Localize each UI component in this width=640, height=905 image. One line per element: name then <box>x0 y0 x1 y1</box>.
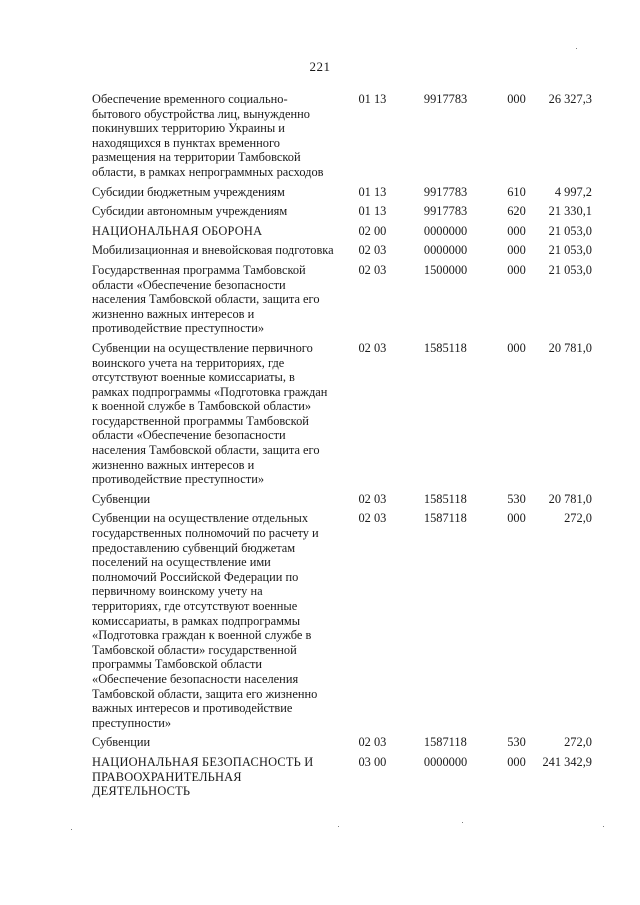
row-name: НАЦИОНАЛЬНАЯ ОБОРОНА <box>92 223 263 238</box>
row-amount: 20 781,0 <box>548 340 592 355</box>
row-amount: 21 330,1 <box>548 204 592 219</box>
table-row <box>92 263 592 341</box>
row-target-code: 1585118 <box>423 491 467 506</box>
row-section-code: 02 03 <box>358 491 387 506</box>
row-amount: 272,0 <box>564 735 592 750</box>
row-amount: 21 053,0 <box>548 223 592 238</box>
table-row <box>92 243 592 263</box>
row-amount: 241 342,9 <box>542 754 592 769</box>
row-name: Субвенции <box>92 735 151 750</box>
row-amount: 21 053,0 <box>548 262 592 277</box>
row-expense-code: 000 <box>507 754 526 769</box>
row-target-code: 0000000 <box>423 223 468 238</box>
row-target-code: 9917783 <box>423 204 468 219</box>
row-name: Обеспечение временного социально-бытового обустройства лиц, вынужденно покинувших территорию Украины и находящихся в пунктах временного размещения на территории Тамбовской области, в рамках непрограммных расходов <box>92 92 324 179</box>
row-section-code: 01 13 <box>358 204 387 219</box>
row-section-code: 02 03 <box>358 340 387 355</box>
scan-speck <box>462 822 463 823</box>
row-target-code: 1585118 <box>423 340 467 355</box>
row-name: Мобилизационная и вневойсковая подготовка <box>92 243 334 258</box>
table-row <box>92 92 592 185</box>
row-section-code: 02 03 <box>358 262 387 277</box>
row-name: Субсидии автономным учреждениям <box>92 204 288 219</box>
row-target-code: 1587118 <box>423 735 467 750</box>
budget-table <box>92 92 592 804</box>
table-row <box>92 735 592 755</box>
row-section-code: 02 03 <box>358 735 387 750</box>
row-section-code: 02 00 <box>358 223 387 238</box>
table-row <box>92 755 592 804</box>
scan-speck <box>603 826 604 827</box>
scan-speck <box>576 48 577 49</box>
row-expense-code: 000 <box>507 511 526 526</box>
row-amount: 272,0 <box>564 511 592 526</box>
row-target-code: 0000000 <box>423 754 468 769</box>
row-expense-code: 000 <box>507 262 526 277</box>
scan-speck <box>71 829 72 830</box>
row-expense-code: 000 <box>507 243 526 258</box>
row-amount: 21 053,0 <box>548 243 592 258</box>
row-name: НАЦИОНАЛЬНАЯ БЕЗОПАСНОСТЬ И ПРАВООХРАНИТЕЛЬНАЯ ДЕЯТЕЛЬНОСТЬ <box>92 754 314 799</box>
row-expense-code: 000 <box>507 340 526 355</box>
row-section-code: 03 00 <box>358 754 387 769</box>
row-name: Субвенции на осуществление первичного воинского учета на территориях, где отсутствуют военные комиссариаты, в рамках подпрограммы «Подготовка граждан к военной службе в Тамбовской области» государственной программы Тамбовской области «Обеспечение безопасности населения Тамбовской области, защита его жизненно важных интересов и противодействие преступности» <box>92 340 328 487</box>
row-section-code: 01 13 <box>358 184 387 199</box>
page-number: 221 <box>309 59 331 74</box>
table-row <box>92 224 592 244</box>
scan-speck <box>338 826 339 827</box>
row-target-code: 1587118 <box>423 511 467 526</box>
table-row <box>92 511 592 735</box>
row-expense-code: 000 <box>507 92 526 106</box>
row-expense-code: 620 <box>507 204 526 219</box>
table-row <box>92 185 592 205</box>
row-expense-code: 530 <box>507 735 526 750</box>
row-section-code: 02 03 <box>358 243 387 258</box>
row-amount: 26 327,3 <box>548 92 592 106</box>
row-expense-code: 530 <box>507 491 526 506</box>
row-amount: 20 781,0 <box>548 491 592 506</box>
row-target-code: 9917783 <box>423 92 468 106</box>
row-expense-code: 610 <box>507 184 526 199</box>
row-section-code: 02 03 <box>358 511 387 526</box>
row-name: Государственная программа Тамбовской области «Обеспечение безопасности населения Тамбовской области, защита его жизненно важных интересов и противодействие преступности» <box>92 262 320 336</box>
row-name: Субсидии бюджетным учреждениям <box>92 184 285 199</box>
table-row <box>92 341 592 492</box>
row-amount: 4 997,2 <box>554 184 592 199</box>
table-row <box>92 204 592 224</box>
row-name: Субвенции на осуществление отдельных государственных полномочий по расчету и предоставлению субвенций бюджетам поселений на осуществление ими полномочий Российской Федерации по первичному воинскому учету на территориях, где отсутствуют военные комиссариаты, в рамках подпрограммы «Подготовка граждан к военной службе в Тамбовской области» государственной программы Тамбовской области «Обеспечение безопасности населения Тамбовской области, защита его жизненно важных интересов и противодействие преступности» <box>92 511 319 730</box>
row-target-code: 9917783 <box>423 184 468 199</box>
row-target-code: 0000000 <box>423 243 468 258</box>
row-expense-code: 000 <box>507 223 526 238</box>
row-name: Субвенции <box>92 491 151 506</box>
table-row <box>92 492 592 512</box>
row-section-code: 01 13 <box>358 92 387 106</box>
row-target-code: 1500000 <box>423 262 468 277</box>
